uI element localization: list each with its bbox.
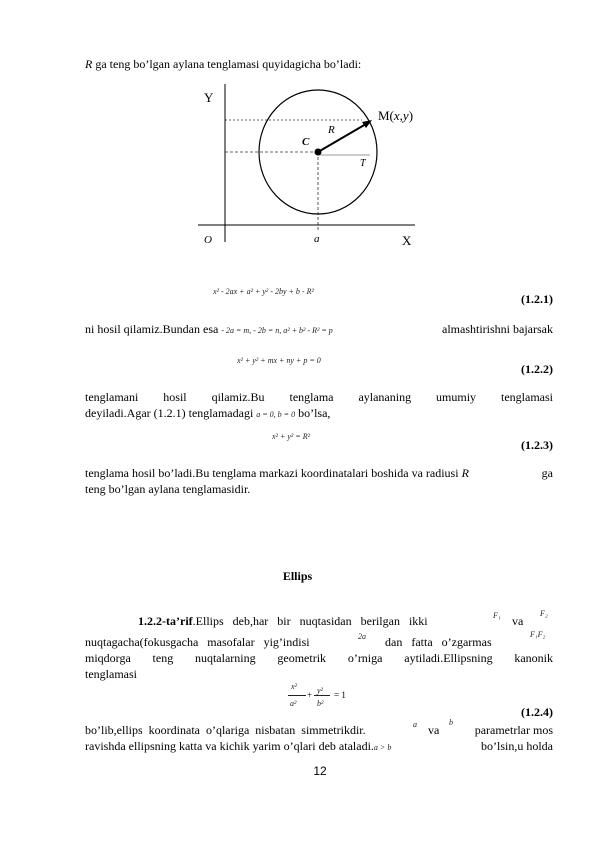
substitution-formula: - 2a = m, - 2b = n, a² + b² - R² = p: [221, 326, 333, 335]
a-label: a: [314, 233, 320, 245]
definition-line-2b: dan fatta o’zgarmas: [385, 635, 492, 649]
paragraph-5-line-2: [85, 738, 553, 756]
eq4-fraction-bar-2: [314, 695, 330, 696]
condition-a-gt-b: a > b: [373, 743, 392, 752]
radius-label: R: [328, 124, 335, 136]
section-heading: Ellips: [282, 569, 313, 583]
substitution-text-post: almashtirishni bajarsak: [442, 322, 553, 336]
equation-number-1-2-3: (1.2.3): [521, 438, 553, 452]
equation-1-2-1: x² - 2ax + a² + y² - 2by + b - R²: [213, 287, 314, 296]
center-label: C: [302, 136, 310, 148]
equation-1-2-4: [288, 682, 348, 718]
paragraph-2-text: deyiladi.Agar (1.2.1) tenglamadagi: [85, 406, 257, 420]
radius-arrow: [318, 124, 366, 152]
va-word-1: va: [512, 614, 524, 628]
var-b: b: [449, 718, 453, 727]
page-number: 12: [313, 764, 327, 778]
focus-f1: F₁: [493, 611, 501, 620]
equation-number-1-2-1: (1.2.1): [521, 292, 553, 306]
eq4-equals: = 1: [334, 690, 346, 700]
equation-1-2-3: x² + y² = R²: [272, 432, 310, 441]
definition-label: 1.2.2-ta’rif: [138, 614, 193, 628]
eq4-denominator-a: a²: [290, 699, 297, 708]
eq4-denominator-b: b²: [317, 699, 324, 708]
center-point: [315, 149, 322, 156]
y-axis-label: Y: [204, 90, 214, 105]
intro-line: [85, 56, 361, 72]
paragraph-5-text-post: bo’lsin,u holda: [481, 739, 553, 753]
eq4-fraction-bar-1: [288, 695, 306, 696]
eq4-numerator-y: y²: [317, 686, 323, 695]
definition-line-1: [138, 613, 428, 629]
equation-1-2-2: x² + y² + mx + ny + p = 0: [237, 356, 321, 365]
definition-line-4: tenglamasi: [85, 667, 137, 681]
paragraph-3-line-1: [85, 465, 553, 481]
paragraph-5-text: ravishda ellipsning katta va kichik yarim o’qlari deb ataladi.: [85, 739, 374, 753]
paragraph-3-text-post: ga: [541, 466, 553, 480]
paragraph-2-text-post: bo’lsa,: [295, 406, 331, 420]
two-a: 2a: [358, 632, 366, 641]
paragraph-5-line-1-end: parametrlar mos: [474, 723, 553, 737]
definition-line-2: nuqtagacha(fokusgacha masofalar yig’indisi: [85, 635, 310, 649]
focal-distance: F₁F₂: [530, 630, 546, 639]
definition-line-3: miqdorga teng nuqtalarning geometrik o’rniga aytiladi.Ellipsning kanonik: [85, 651, 553, 665]
var-a: a: [413, 720, 417, 729]
substitution-text-pre: ni hosil qilamiz.Bundan esa: [85, 322, 222, 336]
eq4-plus: +: [307, 690, 313, 700]
equation-number-1-2-4: (1.2.4): [521, 705, 553, 719]
circle-figure: [190, 80, 430, 250]
paragraph-3-text: tenglama hosil bo’ladi.Bu tenglama markazi koordinatalari boshida va radiusi: [85, 466, 462, 480]
focus-f2: F₂: [540, 609, 548, 618]
paragraph-2-line-1: tenglamani hosil qilamiz.Bu tenglama aylananing umumiy tenglamasi: [85, 390, 553, 404]
paragraph-2-line-2: [85, 405, 330, 423]
eq4-numerator-x: x²: [291, 682, 297, 691]
equation-number-1-2-2: (1.2.2): [521, 362, 553, 376]
radius-var: R: [85, 57, 93, 71]
paragraph-5-line-1: bo’lib,ellips koordinata o’qlariga nisbatan simmetrikdir.: [85, 723, 366, 737]
x-axis-label: X: [402, 233, 412, 248]
va-word-2: va: [428, 723, 440, 737]
condition-formula: a = 0, b = 0: [256, 410, 296, 419]
paragraph-3-line-2: teng bo’lgan aylana tenglamasidir.: [85, 482, 251, 496]
definition-text-1: .Ellips deb,har bir nuqtasidan berilgan ikki: [192, 614, 428, 628]
substitution-line: [85, 321, 553, 339]
intro-text: ga teng bo’lgan aylana tenglamasi quyidagicha bo’ladi:: [92, 57, 362, 71]
tangent-label: T: [360, 158, 366, 169]
origin-label: O: [204, 234, 212, 246]
point-m-label: M(x,y): [378, 108, 414, 123]
radius-var-2: R: [461, 466, 469, 480]
